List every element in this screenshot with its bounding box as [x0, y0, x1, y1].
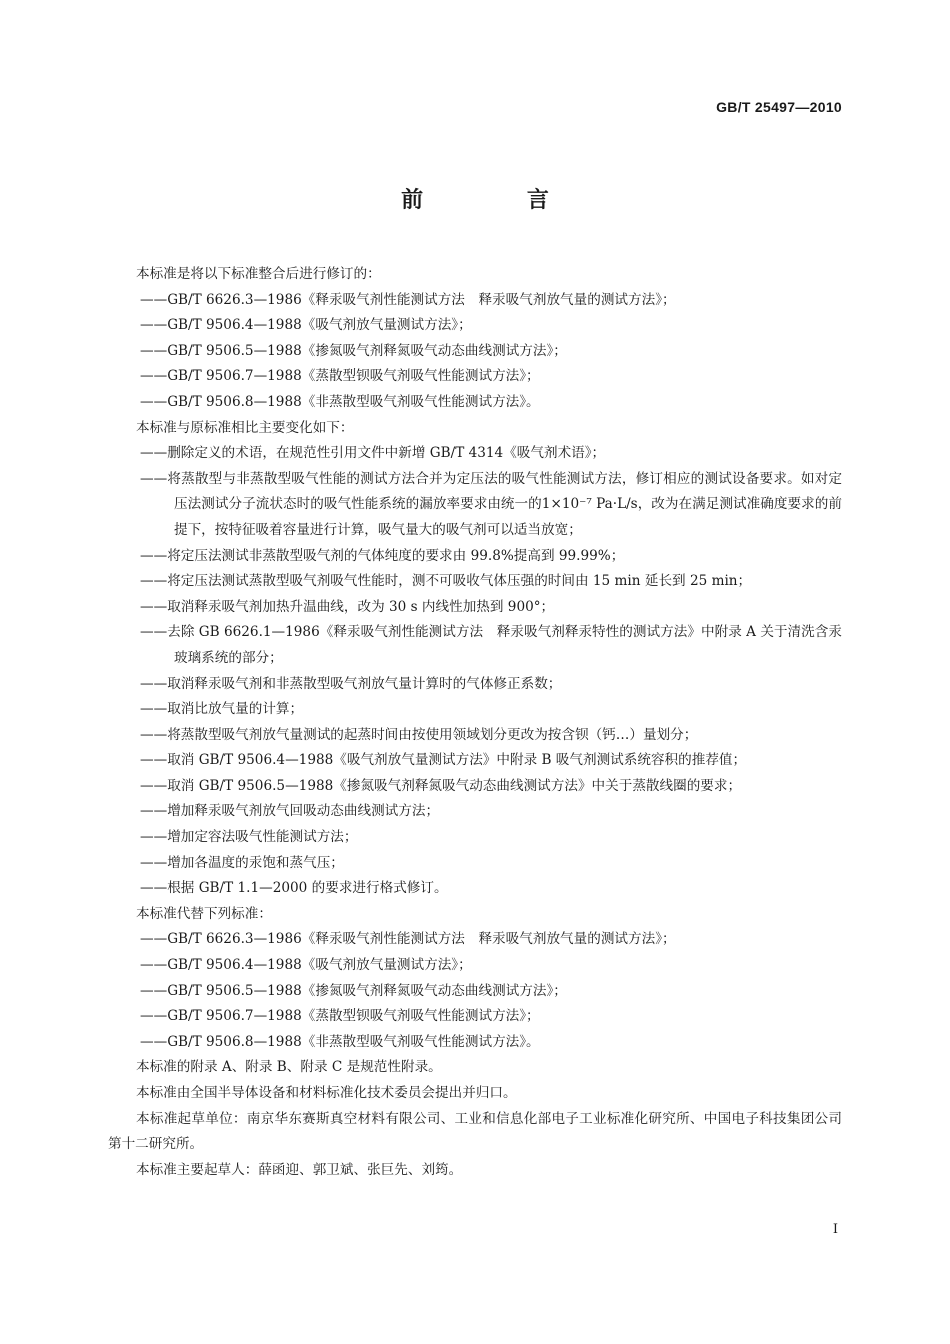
- list-item: ——删除定义的术语，在规范性引用文件中新增 GB/T 4314《吸气剂术语》；: [140, 445, 606, 462]
- list-item: ——增加定容法吸气性能测试方法；: [140, 829, 358, 846]
- list-item: ——GB/T 9506.8—1988《非蒸散型吸气剂吸气性能测试方法》。: [140, 393, 540, 410]
- list-item: ——取消释汞吸气剂加热升温曲线，改为 30 s 内线性加热到 900°；: [140, 598, 555, 615]
- list-item: ——GB/T 9506.7—1988《蒸散型钡吸气剂吸气性能测试方法》；: [140, 368, 540, 385]
- list-item: ——根据 GB/T 1.1—2000 的要求进行格式修订。: [140, 880, 448, 897]
- list-item: ——GB/T 9506.7—1988《蒸散型钡吸气剂吸气性能测试方法》；: [140, 1008, 540, 1025]
- paragraph: 本标准主要起草人：薛函迎、郭卫斌、张巨先、刘筠。: [136, 1161, 463, 1178]
- page-number: I: [832, 1222, 838, 1237]
- list-item: ——增加释汞吸气剂放气回吸动态曲线测试方法；: [140, 803, 440, 820]
- paragraph: 本标准代替下列标准：: [136, 905, 272, 922]
- list-item: ——增加各温度的汞饱和蒸气压；: [140, 854, 344, 871]
- list-item: ——GB/T 9506.8—1988《非蒸散型吸气剂吸气性能测试方法》。: [140, 1033, 540, 1050]
- list-item: ——GB/T 9506.4—1988《吸气剂放气量测试方法》；: [140, 957, 472, 974]
- paragraph: 本标准是将以下标准整合后进行修订的：: [136, 266, 381, 282]
- list-item: ——将定压法测试非蒸散型吸气剂的气体纯度的要求由 99.8%提高到 99.99%；: [140, 547, 625, 564]
- list-item: ——将定压法测试蒸散型吸气剂吸气性能时，测不可吸收气体压强的时间由 15 min 延长到 25 min；: [140, 573, 752, 590]
- list-item: ——GB/T 9506.5—1988《掺氮吸气剂释氮吸气动态曲线测试方法》；: [140, 982, 567, 999]
- list-item: ——取消 GB/T 9506.5—1988《掺氮吸气剂释氮吸气动态曲线测试方法》中关于蒸散线圈的要求；: [140, 777, 742, 794]
- paragraph: 本标准起草单位：南京华东赛斯真空材料有限公司、工业和信息化部电子工业标准化研究所、中国电子科技集团公司第十二研究所。: [108, 1110, 842, 1153]
- list-item: ——去除 GB 6626.1—1986《释汞吸气剂性能测试方法 释汞吸气剂释汞特性的测试方法》中附录 A 关于清洗含汞玻璃系统的部分；: [140, 624, 842, 666]
- list-item: ——GB/T 9506.4—1988《吸气剂放气量测试方法》；: [140, 317, 472, 334]
- list-item: ——取消释汞吸气剂和非蒸散型吸气剂放气量计算时的气体修正系数；: [140, 675, 562, 692]
- paragraph: 本标准由全国半导体设备和材料标准化技术委员会提出并归口。: [136, 1085, 517, 1101]
- list-item: ——GB/T 6626.3—1986《释汞吸气剂性能测试方法 释汞吸气剂放气量的测试方法》；: [140, 291, 676, 308]
- paragraph: 本标准与原标准相比主要变化如下：: [136, 419, 354, 436]
- list-item: ——取消比放气量的计算；: [140, 701, 304, 718]
- list-item: ——将蒸散型吸气剂放气量测试的起蒸时间由按使用领域划分更改为按含钡（钙…）量划分；: [140, 726, 698, 743]
- list-item: ——将蒸散型与非蒸散型吸气性能的测试方法合并为定压法的吸气性能测试方法，修订相应的测试设备要求。如对定压法测试分子流状态时的吸气性能系统的漏放率要求由统一的1×10⁻⁷ Pa·L/s，改为在满足测试准确度要求的前提下，按特征吸着容量进行计算，吸气量大的吸气剂可以适当放宽；: [140, 470, 842, 538]
- list-item: ——GB/T 6626.3—1986《释汞吸气剂性能测试方法 释汞吸气剂放气量的测试方法》；: [140, 931, 676, 948]
- document-body: [108, 262, 842, 1183]
- list-item: ——GB/T 9506.5—1988《掺氮吸气剂释氮吸气动态曲线测试方法》；: [140, 342, 567, 359]
- standard-number: GB/T 25497—2010: [716, 99, 842, 115]
- paragraph: 本标准的附录 A、附录 B、附录 C 是规范性附录。: [136, 1059, 442, 1076]
- page-title: 前 言: [401, 188, 597, 213]
- list-item: ——取消 GB/T 9506.4—1988《吸气剂放气量测试方法》中附录 B 吸气剂测试系统容积的推荐值；: [140, 752, 747, 769]
